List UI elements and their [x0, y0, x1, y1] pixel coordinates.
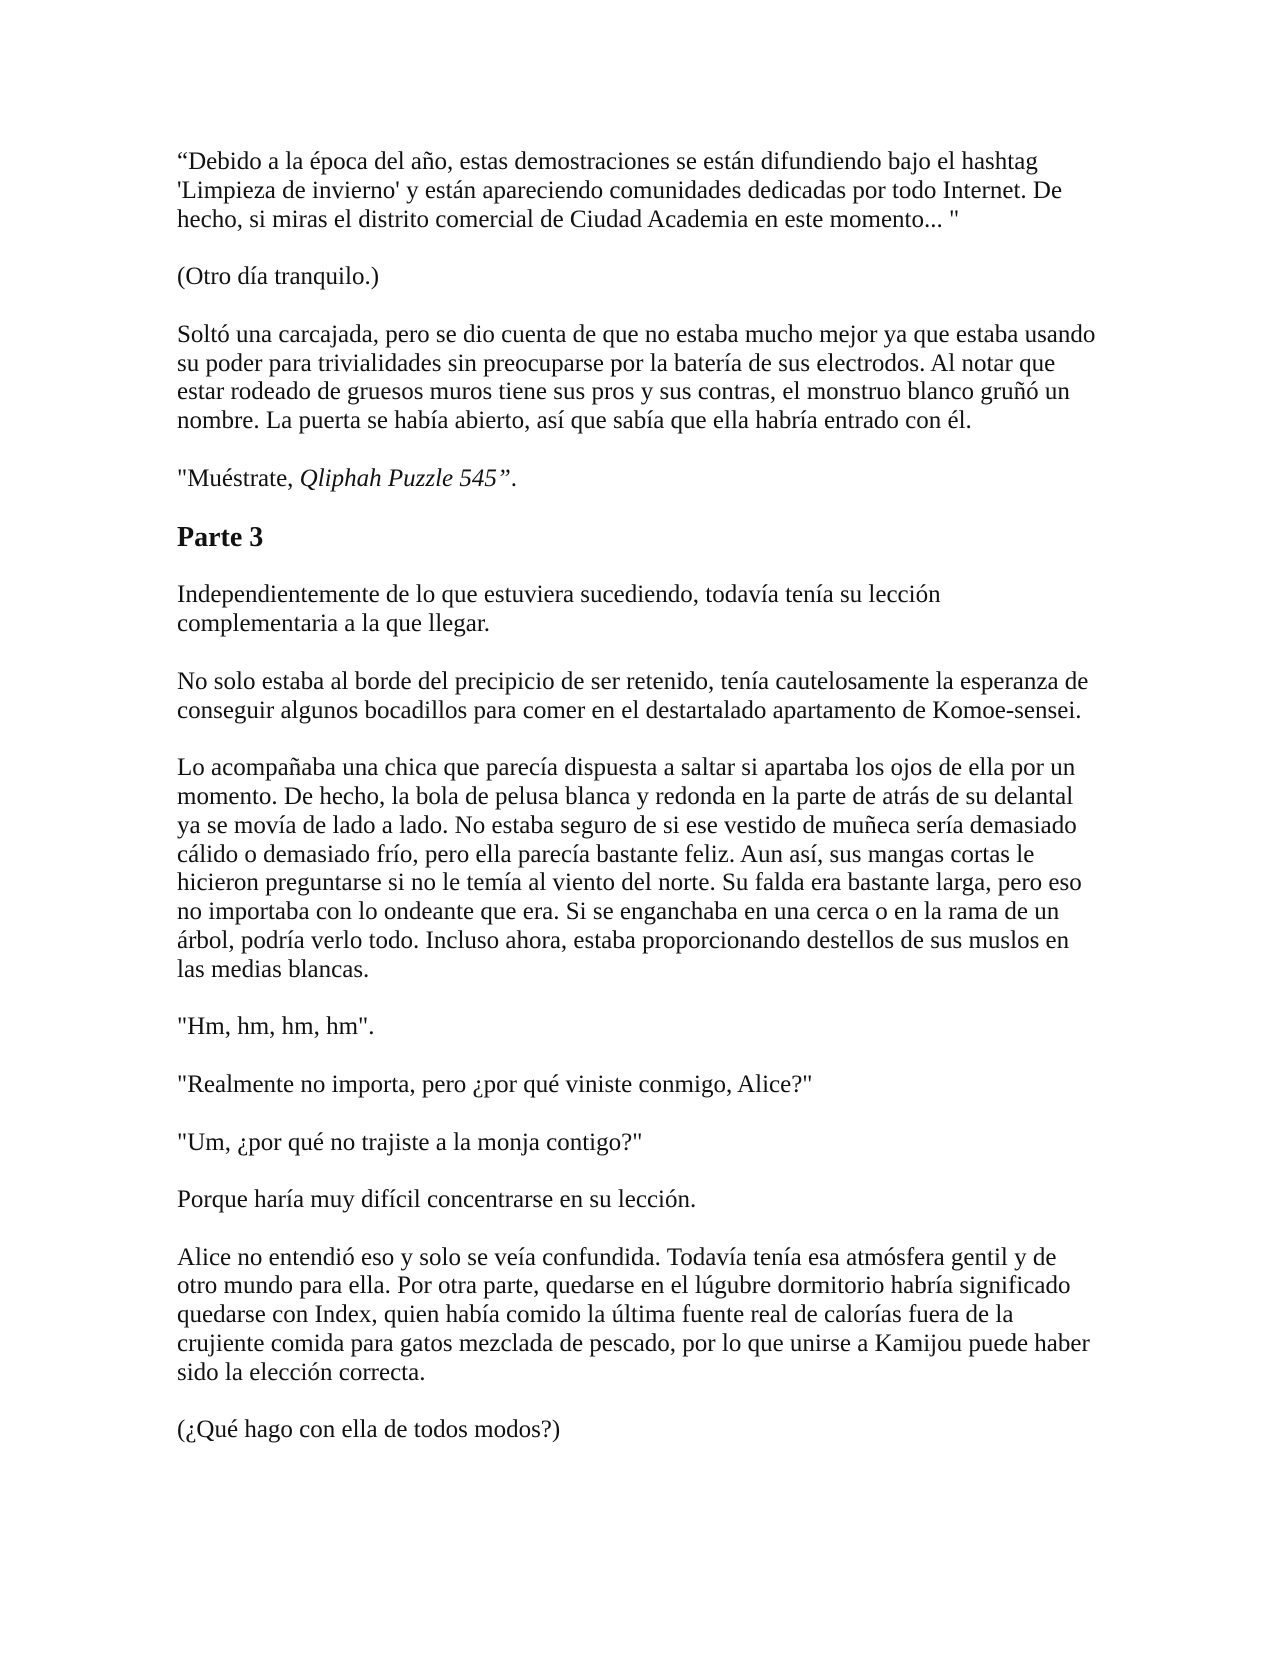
paragraph — [177, 581, 1137, 639]
text: "Muéstrate, — [177, 464, 300, 492]
text-line: otro mundo para ella. Por otra parte, quedarse en el lúgubre dormitorio habría significado — [177, 1272, 1071, 1300]
text-line: su poder para trivialidades sin preocuparse por la batería de sus electrodos. Al notar que — [177, 349, 1056, 377]
paragraph — [177, 1129, 1137, 1158]
text-line: quedarse con Index, quien había comido la última fuente real de calorías fuera de la — [177, 1301, 1014, 1329]
text-line: Alice no entendió eso y solo se veía confundida. Todavía tenía esa atmósfera gentil y de — [177, 1243, 1057, 1271]
text-line: 'Limpieza de invierno' y están apareciendo comunidades dedicadas por todo Internet. De — [177, 176, 1063, 204]
text-line: crujiente comida para gatos mezclada de pescado, por lo que unirse a Kamijou puede haber — [177, 1330, 1090, 1358]
paragraph — [177, 1013, 1137, 1042]
text-line: Porque haría muy difícil concentrarse en su lección. — [177, 1186, 697, 1214]
text-line: nombre. La puerta se había abierto, así que sabía que ella habría entrado con él. — [177, 407, 972, 435]
text-line: hicieron preguntarse si no le temía al viento del norte. Su falda era bastante larga, pero eso — [177, 869, 1082, 897]
text-line: Soltó una carcajada, pero se dio cuenta de que no estaba mucho mejor ya que estaba usando — [177, 320, 1096, 348]
text-line: ya se movía de lado a lado. No estaba seguro de si ese vestido de muñeca sería demasiado — [177, 811, 1077, 839]
text-line: "Hm, hm, hm, hm". — [177, 1013, 375, 1041]
text-line: árbol, podría verlo todo. Incluso ahora, estaba proporcionando destellos de sus muslos en — [177, 926, 1070, 954]
paragraph — [177, 1071, 1137, 1100]
paragraph — [177, 1416, 1137, 1445]
text-line: sido la elección correcta. — [177, 1358, 426, 1386]
text-line: las medias blancas. — [177, 955, 370, 983]
paragraph — [177, 465, 1137, 494]
paragraph — [177, 1244, 1137, 1388]
text-line: hecho, si miras el distrito comercial de Ciudad Academia en este momento... " — [177, 205, 960, 233]
text-line: "Realmente no importa, pero ¿por qué viniste conmigo, Alice?" — [177, 1070, 813, 1098]
text-line: no importaba con lo ondeante que era. Si se enganchaba en una cerca o en la rama de un — [177, 898, 1060, 926]
paragraph — [177, 148, 1137, 234]
paragraph — [177, 668, 1137, 726]
section-heading: Parte 3 — [177, 522, 264, 554]
text-line: No solo estaba al borde del precipicio de ser retenido, tenía cautelosamente la esperanza de — [177, 667, 1089, 695]
document-page — [177, 148, 1137, 1474]
text-line: cálido o demasiado frío, pero ella parecía bastante feliz. Aun así, sus mangas cortas le — [177, 840, 1035, 868]
paragraph — [177, 263, 1137, 292]
text-line: (¿Qué hago con ella de todos modos?) — [177, 1416, 561, 1444]
text-line: “Debido a la época del año, estas demostraciones se están difundiendo bajo el hashtag — [177, 148, 1038, 175]
text-line: (Otro día tranquilo.) — [177, 263, 380, 291]
text-line: estar rodeado de gruesos muros tiene sus pros y sus contras, el monstruo blanco gruñó un — [177, 378, 1070, 406]
paragraph — [177, 321, 1137, 436]
text-line: conseguir algunos bocadillos para comer en el destartalado apartamento de Komoe-sensei. — [177, 696, 1082, 724]
italic-title: Qliphah Puzzle 545” — [299, 464, 511, 492]
text-line: "Um, ¿por qué no trajiste a la monja contigo?" — [177, 1128, 643, 1156]
paragraph — [177, 1186, 1137, 1215]
text-line: complementaria a la que llegar. — [177, 610, 491, 638]
text-line: Independientemente de lo que estuviera sucediendo, todavía tenía su lección — [177, 581, 941, 609]
paragraph — [177, 754, 1137, 984]
text-line: Lo acompañaba una chica que parecía dispuesta a saltar si apartaba los ojos de ella por un — [177, 754, 1076, 782]
text: . — [510, 464, 518, 492]
text-line: momento. De hecho, la bola de pelusa blanca y redonda en la parte de atrás de su delantal — [177, 782, 1074, 810]
